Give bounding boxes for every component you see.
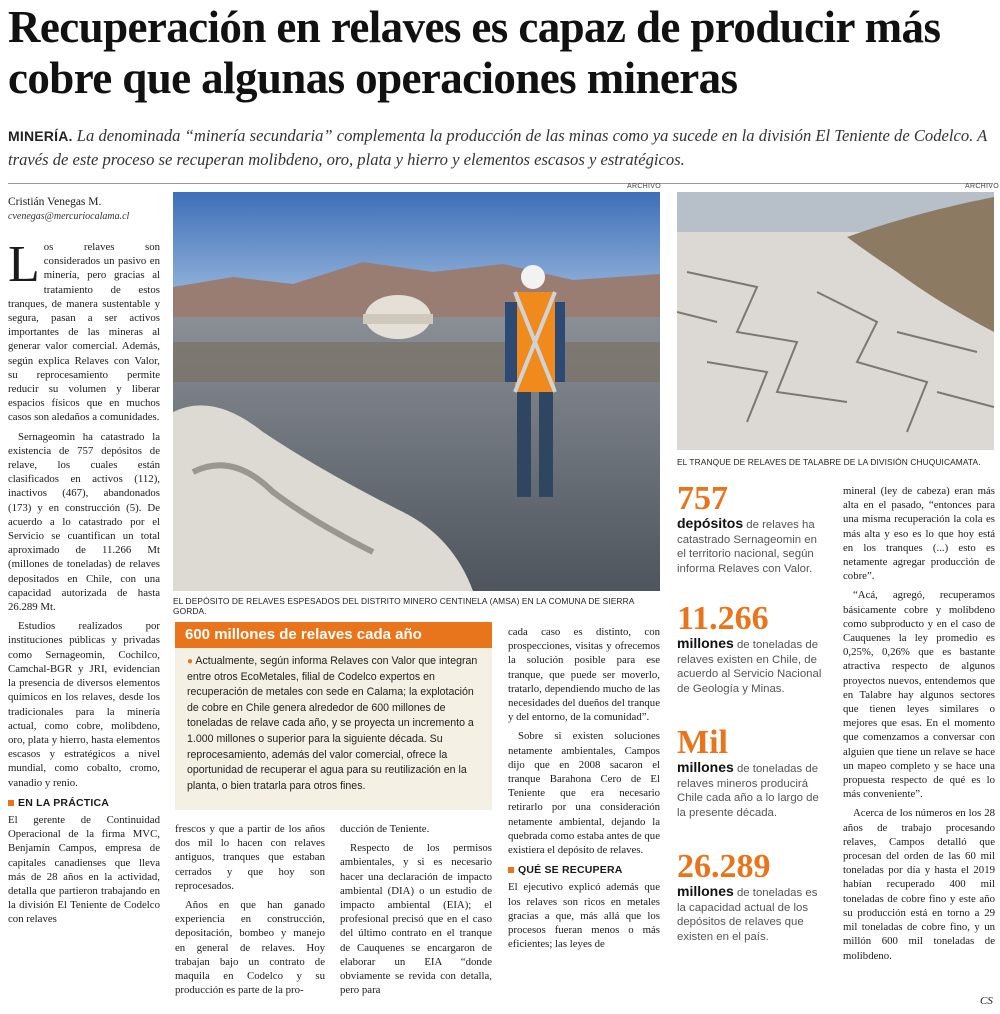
stat-mil-text: de toneladas de relaves mineros producirá Chile cada año a lo largo de la presente década. <box>677 763 819 819</box>
photo-talabre-tailings-image <box>677 192 994 450</box>
stat-757 <box>677 482 827 576</box>
stat-11266 <box>677 602 827 696</box>
col3-p1: ducción de Teniente. <box>340 823 430 835</box>
photo-tailings-centinela-image <box>173 192 660 591</box>
stat-757-text: de relaves ha catastrado Sernageomin en el territorio nacional, según informa Relaves con Valor. <box>677 519 817 575</box>
signoff: CS <box>980 995 993 1007</box>
col1-p1: os relaves son considerados un pasivo en minería, pero gracias al tratamiento de estos tranques, de manera sustentable y segura, pasan a ser activos importantes de las mineras al generar valor comercial. Además, según explica Relaves con Valor, su reprocesamiento permite reducir su volumen y liberar espacios físicos que en muchos casos son aledaños a comunidades. <box>8 241 160 424</box>
stat-26289-number: 26.289 <box>677 848 771 885</box>
column-2 <box>175 822 325 1002</box>
photo2-caption: EL TRANQUE DE RELAVES DE TALABRE DE LA DIVISIÓN CHUQUICAMATA. <box>677 457 981 467</box>
column-1 <box>8 236 160 932</box>
top-rule <box>8 183 992 184</box>
col2-p1: frescos y que a partir de los años dos mil lo hacen con relaves antiguos, tranques que estaban cerrados y que hoy son reprocesados. <box>175 823 325 892</box>
photo-tailings-centinela <box>173 192 660 591</box>
stat-mil-number: Mil <box>677 724 728 761</box>
box-text: Actualmente, según informa Relaves con Valor que integran entre otros EcoMetales, filial de Codelco expertos en recuperación de metales con sede en Calama; la explotación de cobre en Chile genera alrededor de 600 millones de toneladas de relave cada año, y se proyecta un incremento a 1.000 millones o superior para la siguiente década. Su reprocesamiento, además del valor comercial, ofrece la oportunidad de recuperar el agua para su reutilización en la planta, o bien tratarla para otros fines. <box>187 655 478 792</box>
stat-11266-text: de toneladas de relaves existen en Chile, de acuerdo al Servicio Nacional de Geología y Minas. <box>677 639 822 695</box>
headline: Recuperación en relaves es capaz de producir más cobre que algunas operaciones mineras <box>8 2 941 103</box>
stat-757-unit: depósitos <box>677 515 744 531</box>
col1-p3: Estudios realizados por instituciones públicas y privadas como Sernageomin, Cochilco, Camchal-BGR y JRI, evidencian la presencia de diversos elementos químicos en los relaves, desde los tradicionales para la minería actual, como cobre, molibdeno, oro, plata y hierro, hasta elementos escasos y estratégicos a nivel mundial, como cobalto, cromo, vanadio y renio. <box>8 620 160 789</box>
box-title: 600 millones de relaves cada año <box>175 622 492 648</box>
stat-mil-unit: millones <box>677 759 734 775</box>
col1-subhead: EN LA PRÁCTICA <box>8 796 160 810</box>
col6-p1: mineral (ley de cabeza) eran más alta en el pasado, “entonces para una misma recuperación la cola es más alta y eso es lo que hoy está en los tranques (...) esto es netamente agregar producción de cobre”. <box>843 485 995 583</box>
col1-p2: Sernageomin ha catastrado la existencia de 757 depósitos de relave, los cuales están clasificados en activos (112), inactivos (467), abandonados (173) y en construcción (5). De acuerdo a lo catastrado por el Servicio se cuantifican un total aproximado de 11.266 Mt (millones de toneladas) de relaves depositados en Chile, con una capacidad autorizada de hasta 26.289 Mt. <box>8 430 160 614</box>
column-6 <box>843 484 995 968</box>
lead-paragraph <box>8 124 993 172</box>
col3-p2: Respecto de los permisos ambientales, y si es necesario hacer una declaración de impacto ambiental (DIA) o un estudio de impacto ambiental (EIA); el profesional precisó que en el caso del último contrato en el tranque de Cauquenes se encargaron de elaborar un EIA “donde obviamente se revida con detalla, pero para <box>340 842 492 997</box>
stat-26289-unit: millones <box>677 883 734 899</box>
photo1-caption: EL DEPÓSITO DE RELAVES ESPESADOS DEL DISTRITO MINERO CENTINELA (AMSA) EN LA COMUNA DE SIERRA GORDA. <box>173 596 634 616</box>
stat-mil <box>677 726 827 820</box>
col4-subhead: QUÉ SE RECUPERA <box>508 863 660 877</box>
stat-11266-unit: millones <box>677 635 734 651</box>
drop-cap: L <box>8 236 40 293</box>
box-body <box>175 648 492 810</box>
col1-p4: El gerente de Continuidad Operacional de la firma MVC, Benjamín Campos, empresa de capitales canadienses que lleva más de 28 años en la actividad, detalla que partieron trabajando en la división El Teniente de Codelco con relaves <box>8 813 160 926</box>
col4-p3: El ejecutivo explicó además que los relaves son ricos en metales gracias a que, más allá que los procesos fueran menos o más eficientes; las leyes de <box>508 881 660 951</box>
column-3 <box>340 822 492 1002</box>
stat-757-number: 757 <box>677 480 728 517</box>
col6-p2: “Acá, agregó, recuperamos básicamente cobre y molibdeno como subproducto y en el caso de Cauquenes la ley promedio es 0,25%, 0,26% que es bastante atractiva respecto de algunos proyectos nuevos, entendemos que en Talabre hay algunos sectores que tienen leyes similares o mejores que esas. En el momento que comenzamos a conversar con alguien que tiene un relave se hace un mapeo completo y se hace una propuesta respecto de qué es lo más conveniente”. <box>843 589 995 801</box>
photo1-credit: ARCHIVO <box>627 183 661 190</box>
stat-11266-number: 11.266 <box>677 600 769 637</box>
photo2-credit: ARCHIVO <box>965 183 999 190</box>
column-4 <box>508 625 660 956</box>
stat-26289-text: de toneladas es la capacidad actual de los depósitos de relaves que existen en el país. <box>677 887 818 943</box>
col4-p2: Sobre si existen soluciones netamente ambientales, Campos dijo que en 2008 sacaron el tranque Barahona Cero de El Teniente que era necesario retirarlo por una consideración netamente ambiental, dejando la quebrada como estaba antes de que existiera el depósito de relaves. <box>508 730 660 857</box>
col4-p1: cada caso es distinto, con prospecciones, visitas y ofrecemos la solución posible para ese tranque, que puede ser moverlo, tratarlo, dependiendo mucho de las necesidades del dueños del tranque y del entorno, de la comunidad”. <box>508 626 660 724</box>
box-bullet-icon: ● <box>187 656 194 667</box>
stat-26289 <box>677 850 827 944</box>
col6-p3: Acerca de los números en los 28 años de trabajo procesando relaves, Campos detalló que procesan del orden de las 60 mil toneladas por día y hasta el 2019 habían recuperado 400 mil toneladas de cobre fino y este año su producción está en torno a 29 mil toneladas de cobre fino, y un millón 600 mil toneladas de molibdeno. <box>843 807 995 962</box>
author-name: Cristián Venegas M. <box>8 196 102 208</box>
lead-kicker: MINERÍA. <box>8 128 73 144</box>
col2-p2: Años en que han ganado experiencia en construcción, depositación, bombeo y manejo en general de relaves. Hoy trabajan bajo un contrato de maquila en Codelco y su producción es parte de la pro- <box>175 899 325 997</box>
lead-text: La denominada “minería secundaria” complementa la producción de las minas como ya sucede en la división El Teniente de Codelco. A través de este proceso se recuperan molibdeno, oro, plata y hierro y elementos escasos y estratégicos. <box>8 126 987 169</box>
author-email: cvenegas@mercuriocalama.cl <box>8 211 130 222</box>
photo-talabre-tailings <box>677 192 994 450</box>
